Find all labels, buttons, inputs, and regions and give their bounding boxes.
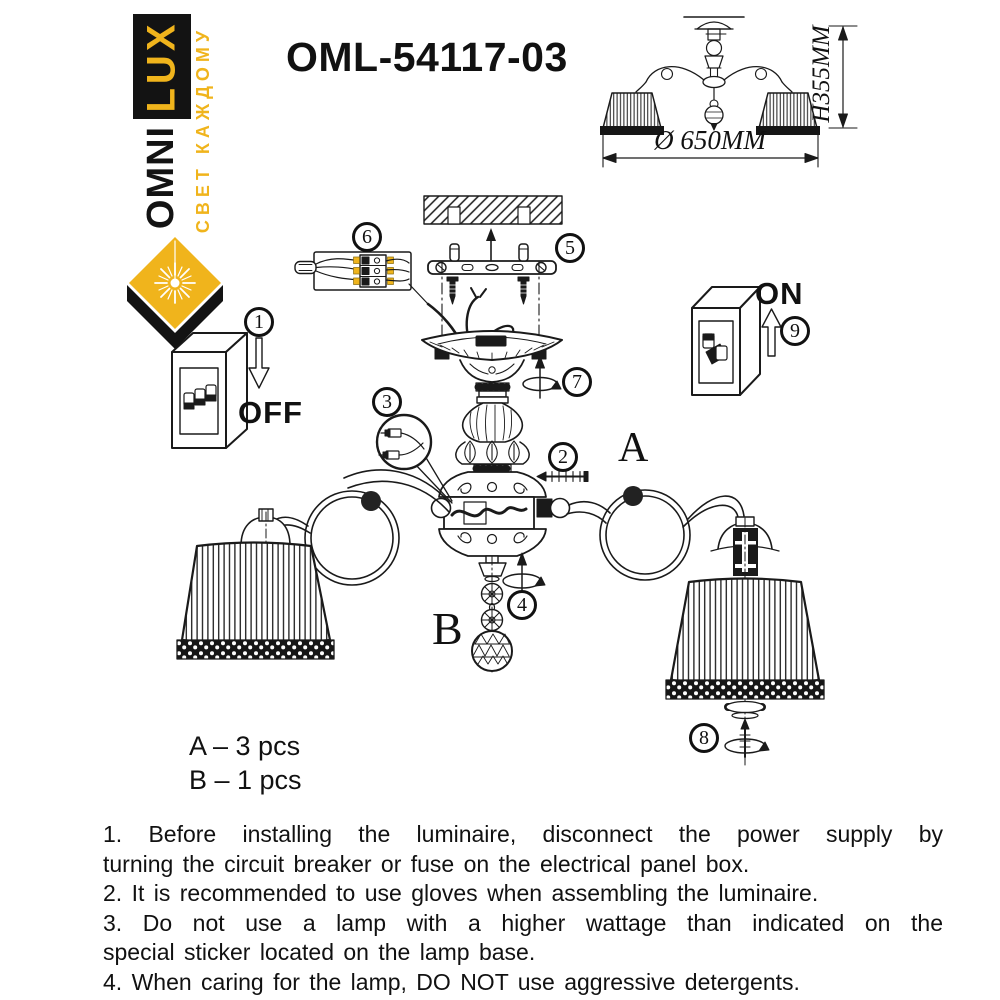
step-badge-6: 6 bbox=[352, 222, 382, 252]
brand-omni bbox=[133, 117, 191, 237]
step-badge-9: 9 bbox=[780, 316, 810, 346]
ceiling-canopy bbox=[422, 288, 562, 403]
step-badge-3: 3 bbox=[372, 387, 402, 417]
beaded-ball-icon bbox=[623, 486, 643, 506]
beaded-ball-icon bbox=[361, 491, 381, 511]
brand-tagline-text: СВЕТ КАЖДОМУ bbox=[193, 25, 214, 233]
brand-sun-logo-icon bbox=[121, 235, 229, 353]
model-number-title: OML-54117-03 bbox=[286, 34, 568, 80]
part-b-quantity: B – 1 pcs bbox=[189, 765, 302, 795]
part-label-b: B bbox=[432, 603, 463, 654]
ornate-column bbox=[456, 403, 529, 473]
step-badge-8: 8 bbox=[689, 723, 719, 753]
instruction-line: 4. When caring for the lamp, DO NOT use aggressive detergents. bbox=[103, 968, 800, 995]
off-label: OFF bbox=[238, 395, 303, 430]
step-badge-5: 5 bbox=[555, 233, 585, 263]
brand-tagline bbox=[189, 8, 219, 250]
safety-instructions bbox=[103, 820, 943, 997]
brand-lux-box bbox=[133, 14, 191, 119]
brand-omni-text: OMNI bbox=[140, 125, 183, 229]
diameter-dimension-label: Ø 650MM bbox=[654, 125, 766, 155]
instruction-line: 3. Do not use a lamp with a higher wattage than indicated on the bbox=[103, 909, 943, 936]
step-badge-2: 2 bbox=[548, 442, 578, 472]
part-quantities bbox=[189, 729, 302, 797]
lift-up-arrow-icon bbox=[486, 228, 496, 260]
step-badge-7: 7 bbox=[562, 367, 592, 397]
part-a-quantity: A – 3 pcs bbox=[189, 731, 301, 761]
part-label-a: A bbox=[618, 425, 649, 471]
instruction-line: turning the circuit breaker or fuse on the electrical panel box. bbox=[103, 850, 750, 877]
step-badge-1: 1 bbox=[244, 307, 274, 337]
left-lampshade bbox=[177, 543, 334, 660]
rotate-arrow-icon bbox=[523, 356, 561, 398]
brand-lux-text: LUX bbox=[139, 20, 184, 113]
down-arrow-icon bbox=[249, 338, 269, 388]
shade-finial-screw-icon bbox=[725, 719, 769, 757]
arm-hub-body bbox=[432, 472, 570, 556]
step-badge-4: 4 bbox=[507, 590, 537, 620]
height-dimension-label: H355MM bbox=[808, 25, 835, 123]
mounting-screw-icon bbox=[518, 277, 529, 304]
instruction-line: 2. It is recommended to use gloves when assembling the luminaire. bbox=[103, 880, 819, 906]
terminal-box-detail bbox=[295, 252, 428, 304]
ceiling-hatch bbox=[424, 196, 562, 224]
mounting-screw-icon bbox=[447, 277, 458, 304]
arm-fixing-screw-icon bbox=[537, 472, 588, 482]
up-arrow-icon bbox=[762, 309, 781, 356]
instruction-line: 1. Before installing the luminaire, disconnect the power supply by bbox=[103, 821, 943, 847]
on-label: ON bbox=[755, 276, 804, 311]
instruction-line: special sticker located on the lamp base. bbox=[103, 939, 536, 965]
